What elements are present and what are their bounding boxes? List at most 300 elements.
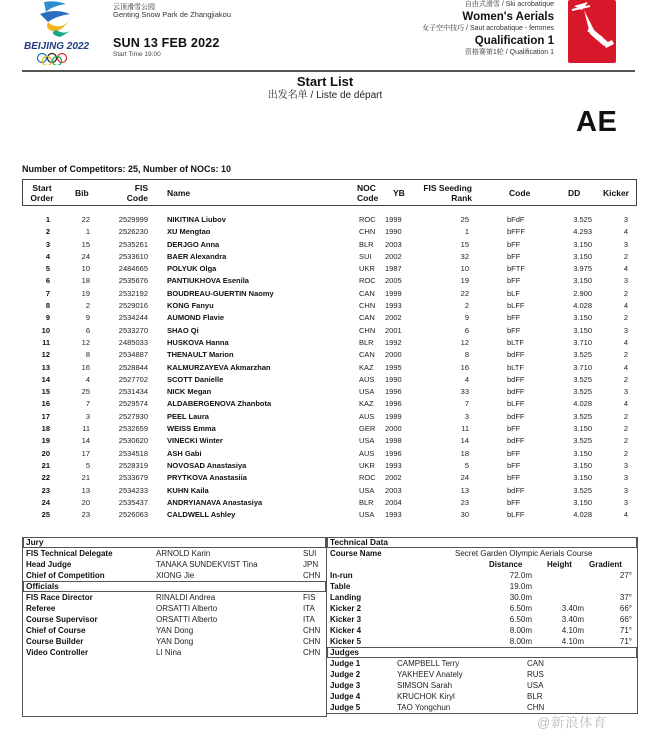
kicker: 2	[623, 411, 628, 421]
competitor-summary: Number of Competitors: 25, Number of NOCs: 10	[22, 164, 232, 174]
degree-of-difficulty: 3.525	[573, 374, 592, 384]
athlete-name: POLYUK Olga	[167, 264, 217, 274]
tech-row-label: Landing	[330, 593, 362, 602]
col-fis-code: FIS Code	[126, 183, 148, 203]
degree-of-difficulty: 3.525	[573, 436, 592, 446]
kicker: 4	[623, 227, 628, 237]
degree-of-difficulty: 4.028	[573, 301, 592, 311]
aerials-pictogram-icon	[568, 0, 616, 63]
distance-value: 72.0m	[509, 571, 532, 580]
height-value: 3.40m	[561, 615, 584, 624]
fis-code: 2527930	[118, 411, 148, 421]
fis-code: 2533610	[118, 251, 148, 261]
table-body	[22, 214, 637, 521]
fis-code: 2534244	[118, 313, 148, 323]
kicker: 3	[623, 239, 628, 249]
jump-code: bdFF	[507, 436, 525, 446]
role-label: Judge 3	[330, 681, 361, 690]
year-of-birth: 1993	[385, 301, 402, 311]
table-row	[22, 448, 637, 460]
year-of-birth: 2003	[385, 485, 402, 495]
fis-code: 2484665	[118, 264, 148, 274]
athlete-name: SCOTT Danielle	[167, 374, 224, 384]
athlete-name: NOVOSAD Anastasiya	[167, 460, 247, 470]
athlete-name: SHAO Qi	[167, 325, 199, 335]
svg-text:BEIJING 2022: BEIJING 2022	[24, 41, 90, 52]
start-order: 21	[41, 460, 50, 470]
year-of-birth: 1996	[385, 387, 402, 397]
gradient-value: 66°	[619, 615, 632, 624]
noc-code: CAN	[359, 313, 375, 323]
person-name: LI Nina	[156, 648, 182, 657]
distance-value: 19.0m	[509, 582, 532, 591]
athlete-name: VINECKI Winter	[167, 436, 223, 446]
seeding-rank: 24	[460, 473, 469, 483]
kicker: 4	[623, 362, 628, 372]
noc-code: CHN	[303, 648, 321, 657]
jump-code: bdFF	[507, 374, 525, 384]
fis-code: 2528319	[118, 460, 148, 470]
athlete-name: THENAULT Marion	[167, 350, 234, 360]
degree-of-difficulty: 3.150	[573, 424, 592, 434]
degree-of-difficulty: 3.525	[573, 350, 592, 360]
bib: 15	[81, 239, 90, 249]
bib: 8	[85, 350, 90, 360]
noc-code: ROC	[359, 215, 376, 224]
role-label: Video Controller	[26, 648, 89, 657]
col-noc-code: NOC Code	[357, 183, 379, 203]
seeding-rank: 19	[460, 276, 469, 286]
table-row	[22, 325, 637, 337]
bib: 10	[81, 264, 90, 274]
fis-code: 2528844	[118, 362, 148, 372]
athlete-name: XU Mengtao	[167, 227, 211, 237]
kicker: 3	[623, 387, 628, 397]
degree-of-difficulty: 3.150	[573, 497, 592, 507]
start-time: Start Time 19:00	[113, 51, 161, 58]
fis-code: 2535676	[118, 276, 148, 286]
role-label: Chief of Course	[26, 626, 86, 635]
col-name: Name	[167, 188, 191, 198]
kicker: 3	[623, 215, 628, 224]
seeding-rank: 22	[460, 288, 469, 298]
jury-heading: Jury	[23, 537, 326, 548]
jump-code: bFF	[507, 251, 521, 261]
table-row	[22, 312, 637, 324]
table-row	[22, 485, 637, 497]
table-row	[22, 263, 637, 275]
kicker: 4	[623, 510, 628, 520]
seeding-rank: 23	[460, 497, 469, 507]
kicker: 3	[623, 325, 628, 335]
year-of-birth: 2001	[385, 325, 402, 335]
start-order: 19	[41, 436, 50, 446]
fis-code: 2529574	[118, 399, 148, 409]
seeding-rank: 25	[460, 215, 469, 224]
distance-value: 8.00m	[509, 626, 532, 635]
bib: 4	[85, 374, 90, 384]
height-value: 4.10m	[561, 637, 584, 646]
fis-code: 2529999	[118, 215, 148, 224]
noc-code: GER	[359, 424, 376, 434]
seeding-rank: 7	[464, 399, 469, 409]
table-row	[22, 226, 637, 238]
seeding-rank: 5	[464, 460, 469, 470]
bib: 20	[81, 497, 90, 507]
person-name: ORSATTI Alberto	[156, 604, 218, 613]
noc-code: BLR	[359, 239, 374, 249]
start-order: 4	[45, 251, 50, 261]
jump-code: bFF	[507, 239, 521, 249]
event-info	[422, 0, 554, 58]
bib: 2	[85, 301, 90, 311]
noc-code: AUS	[359, 411, 375, 421]
fis-code: 2533679	[118, 473, 148, 483]
event-subtitle: 女子空中技巧 / Saut acrobatique - femmes	[422, 25, 554, 32]
fis-code: 2534887	[118, 350, 148, 360]
noc-code: UKR	[359, 264, 375, 274]
noc-code: USA	[359, 436, 375, 446]
year-of-birth: 2003	[385, 239, 402, 249]
athlete-name: PEEL Laura	[167, 411, 209, 421]
fis-code: 2527702	[118, 374, 148, 384]
gradient-value: 71°	[619, 637, 632, 646]
degree-of-difficulty: 3.710	[573, 362, 592, 372]
seeding-rank: 2	[464, 301, 469, 311]
col-gradient: Gradient	[589, 560, 622, 569]
table-row	[22, 497, 637, 509]
degree-of-difficulty: 3.150	[573, 473, 592, 483]
gradient-value: 27°	[619, 571, 632, 580]
year-of-birth: 1989	[385, 411, 402, 421]
jump-code: bFF	[507, 497, 521, 507]
person-name: SIMSON Sarah	[397, 681, 453, 690]
year-of-birth: 1993	[385, 460, 402, 470]
col-height: Height	[547, 560, 572, 569]
table-header	[22, 179, 637, 206]
technical-data-panel	[327, 537, 638, 714]
seeding-rank: 18	[460, 448, 469, 458]
athlete-name: DERJGO Anna	[167, 239, 220, 249]
noc-code: CHN	[527, 703, 545, 712]
officials-heading: Officials	[23, 581, 326, 592]
fis-code: 2534233	[118, 485, 148, 495]
bib: 3	[85, 411, 90, 421]
role-label: Head Judge	[26, 560, 72, 569]
person-name: RINALDI Andrea	[156, 593, 216, 602]
bib: 16	[81, 362, 90, 372]
degree-of-difficulty: 3.150	[573, 448, 592, 458]
bib: 25	[81, 387, 90, 397]
distance-value: 6.50m	[509, 604, 532, 613]
seeding-rank: 16	[460, 362, 469, 372]
person-name: YAKHEEV Anately	[397, 670, 463, 679]
noc-code: CHN	[303, 637, 321, 646]
noc-code: AUS	[359, 374, 375, 384]
table-row	[22, 472, 637, 484]
jump-code: bdFF	[507, 350, 525, 360]
noc-code: CHN	[359, 301, 376, 311]
noc-code: CAN	[359, 288, 375, 298]
col-start-order: Start Order	[30, 183, 54, 203]
athlete-name: AUMOND Flavie	[167, 313, 225, 323]
jump-code: bFdF	[507, 215, 525, 224]
seeding-rank: 13	[460, 485, 469, 495]
course-name-label: Course Name	[330, 549, 382, 558]
jump-code: bFF	[507, 448, 521, 458]
kicker: 4	[623, 264, 628, 274]
athlete-name: CALDWELL Ashley	[167, 510, 236, 520]
degree-of-difficulty: 3.710	[573, 337, 592, 347]
table-row	[22, 239, 637, 251]
athlete-name: PANTIUKHOVA Esenila	[167, 276, 249, 286]
noc-code: KAZ	[359, 362, 374, 372]
noc-code: SUI	[303, 549, 317, 558]
seeding-rank: 15	[460, 239, 469, 249]
bib: 11	[82, 424, 90, 434]
kicker: 3	[623, 473, 628, 483]
fis-code: 2535261	[118, 239, 148, 249]
degree-of-difficulty: 3.975	[573, 264, 592, 274]
start-order: 25	[41, 510, 50, 520]
role-label: Judge 2	[330, 670, 361, 679]
start-order: 14	[41, 374, 50, 384]
year-of-birth: 2002	[385, 473, 402, 483]
athlete-name: ASH Gabi	[167, 448, 202, 458]
kicker: 2	[623, 436, 628, 446]
col-yb: YB	[393, 188, 405, 198]
kicker: 2	[623, 313, 628, 323]
seeding-rank: 8	[464, 350, 469, 360]
venue-name-cn: 云顶滑雪公园	[113, 4, 155, 11]
course-name-value: Secret Garden Olympic Aerials Course	[455, 549, 593, 558]
noc-code: USA	[359, 510, 375, 520]
kicker: 3	[623, 485, 628, 495]
bib: 19	[81, 288, 90, 298]
role-label: Course Supervisor	[26, 615, 98, 624]
year-of-birth: 1999	[385, 215, 402, 224]
degree-of-difficulty: 3.525	[573, 485, 592, 495]
document-subtitle: 出发名单 / Liste de départ	[267, 90, 383, 101]
tech-row-label: Kicker 5	[330, 637, 362, 646]
year-of-birth: 2005	[385, 276, 402, 286]
judges-heading: Judges	[327, 647, 637, 658]
noc-code: UKR	[359, 460, 375, 470]
degree-of-difficulty: 3.150	[573, 460, 592, 470]
table-row	[22, 300, 637, 312]
degree-of-difficulty: 2.900	[573, 288, 592, 298]
jump-code: bLTF	[507, 337, 524, 347]
jump-code: bLF	[507, 288, 520, 298]
noc-code: USA	[527, 681, 544, 690]
kicker: 2	[623, 448, 628, 458]
bib: 22	[81, 215, 90, 224]
noc-code: USA	[359, 485, 375, 495]
year-of-birth: 1995	[385, 362, 402, 372]
table-row	[22, 337, 637, 349]
start-order: 16	[41, 399, 50, 409]
role-label: FIS Technical Delegate	[26, 549, 113, 558]
jury-officials-panel	[22, 537, 327, 717]
degree-of-difficulty: 3.525	[573, 215, 592, 224]
noc-code: ROC	[359, 276, 376, 286]
athlete-name: NIKITINA Liubov	[167, 215, 226, 224]
seeding-rank: 11	[461, 424, 469, 434]
seeding-rank: 1	[464, 227, 469, 237]
year-of-birth: 1993	[385, 510, 402, 520]
jump-code: bdFF	[507, 411, 525, 421]
athlete-name: KUHN Kaila	[167, 485, 209, 495]
start-order: 15	[41, 387, 50, 397]
jump-code: bFF	[507, 473, 521, 483]
table-row	[22, 349, 637, 361]
col-seeding-rank: FIS Seeding Rank	[423, 183, 472, 203]
height-value: 4.10m	[561, 626, 584, 635]
fis-code: 2534518	[118, 448, 148, 458]
gradient-value: 37°	[619, 593, 632, 602]
jump-code: bFF	[507, 325, 521, 335]
degree-of-difficulty: 3.150	[573, 251, 592, 261]
degree-of-difficulty: 4.028	[573, 510, 592, 520]
seeding-rank: 32	[460, 251, 469, 261]
table-row	[22, 411, 637, 423]
athlete-name: ALDABERGENOVA Zhanbota	[167, 399, 272, 409]
weibo-watermark: @新浪体育	[537, 715, 608, 730]
noc-code: JPN	[303, 560, 319, 569]
fis-code: 2535437	[118, 497, 148, 507]
start-order: 24	[41, 497, 50, 507]
table-row	[22, 386, 637, 398]
header-divider	[22, 70, 635, 72]
jump-code: bFF	[507, 460, 521, 470]
jump-code: bLTF	[507, 362, 524, 372]
athlete-name: BOUDREAU-GUERTIN Naomy	[167, 288, 274, 298]
start-order: 5	[45, 264, 50, 274]
start-order: 1	[45, 215, 50, 224]
height-value: 3.40m	[561, 604, 584, 613]
bib: 9	[85, 313, 90, 323]
noc-code: FIS	[303, 593, 316, 602]
distance-value: 8.00m	[509, 637, 532, 646]
athlete-name: NICK Megan	[167, 387, 212, 397]
year-of-birth: 1999	[385, 288, 402, 298]
person-name: YAN Dong	[156, 637, 194, 646]
table-row	[22, 509, 637, 521]
start-order: 22	[41, 473, 50, 483]
venue-name-en: Genting Snow Park de Zhangjiakou	[113, 10, 231, 19]
noc-code: ITA	[303, 615, 315, 624]
noc-code: BLR	[359, 337, 374, 347]
discipline-code: AE	[576, 106, 618, 138]
athlete-name: ANDRYIANAVA Anastasiya	[167, 497, 263, 507]
bib: 24	[81, 251, 90, 261]
noc-code: KAZ	[359, 399, 374, 409]
table-row	[22, 435, 637, 447]
noc-code: BLR	[359, 497, 374, 507]
bib: 12	[81, 337, 90, 347]
jump-code: bdFF	[507, 387, 525, 397]
start-order: 10	[41, 325, 50, 335]
person-name: KRUCHOK Kiryl	[397, 692, 455, 701]
gradient-value: 66°	[619, 604, 632, 613]
fis-code: 2532659	[118, 424, 148, 434]
phase-title: Qualification 1	[474, 35, 554, 47]
noc-code: CHN	[359, 325, 376, 335]
start-order: 11	[42, 337, 50, 347]
degree-of-difficulty: 3.525	[573, 387, 592, 397]
role-label: Course Builder	[26, 637, 84, 646]
degree-of-difficulty: 3.150	[573, 276, 592, 286]
tech-row-label: Kicker 3	[330, 615, 362, 624]
start-order: 20	[41, 448, 50, 458]
year-of-birth: 2002	[385, 313, 402, 323]
start-order: 7	[45, 288, 50, 298]
noc-code: ROC	[359, 473, 376, 483]
seeding-rank: 6	[464, 325, 469, 335]
start-order: 3	[45, 239, 50, 249]
start-order: 13	[41, 362, 50, 372]
col-code: Code	[509, 188, 531, 198]
tech-row-label: Kicker 4	[330, 626, 362, 635]
olympic-emblem-icon	[22, 0, 97, 65]
year-of-birth: 1992	[385, 337, 402, 347]
kicker: 2	[623, 350, 628, 360]
person-name: ARNOLD Karin	[156, 549, 211, 558]
table-row	[22, 288, 637, 300]
jump-code: bdFF	[507, 485, 525, 495]
fis-code: 2533270	[118, 325, 148, 335]
role-label: Referee	[26, 604, 56, 613]
noc-code: CHN	[359, 227, 376, 237]
bib: 1	[85, 227, 90, 237]
jump-code: bLFF	[507, 510, 525, 520]
col-bib: Bib	[75, 188, 89, 198]
bib: 23	[81, 510, 90, 520]
kicker: 4	[623, 399, 628, 409]
person-name: XIONG Jie	[156, 571, 195, 580]
bib: 13	[81, 485, 90, 495]
kicker: 3	[623, 460, 628, 470]
athlete-name: BAER Alexandra	[167, 251, 227, 261]
start-list-table	[22, 179, 637, 520]
year-of-birth: 1990	[385, 374, 402, 384]
year-of-birth: 2004	[385, 497, 402, 507]
col-kicker: Kicker	[603, 188, 629, 198]
seeding-rank: 33	[460, 387, 469, 397]
kicker: 3	[623, 497, 628, 507]
document-title: Start List	[296, 74, 354, 89]
athlete-name: HUSKOVA Hanna	[167, 337, 229, 347]
table-row	[22, 214, 637, 226]
table-row	[22, 460, 637, 472]
tech-row-label: Table	[330, 582, 351, 591]
kicker: 2	[623, 424, 628, 434]
table-row	[22, 362, 637, 374]
fis-code: 2530620	[118, 436, 148, 446]
year-of-birth: 1996	[385, 448, 402, 458]
distance-value: 30.0m	[509, 593, 532, 602]
bib: 17	[81, 448, 90, 458]
athlete-name: KALMURZAYEVA Akmarzhan	[167, 362, 271, 372]
year-of-birth: 1998	[385, 436, 402, 446]
athlete-name: WEISS Emma	[167, 424, 216, 434]
role-label: Judge 1	[330, 659, 361, 668]
role-label: Judge 4	[330, 692, 361, 701]
degree-of-difficulty: 3.150	[573, 313, 592, 323]
person-name: ORSATTI Alberto	[156, 615, 218, 624]
degree-of-difficulty: 3.150	[573, 239, 592, 249]
noc-code: RUS	[527, 670, 544, 679]
